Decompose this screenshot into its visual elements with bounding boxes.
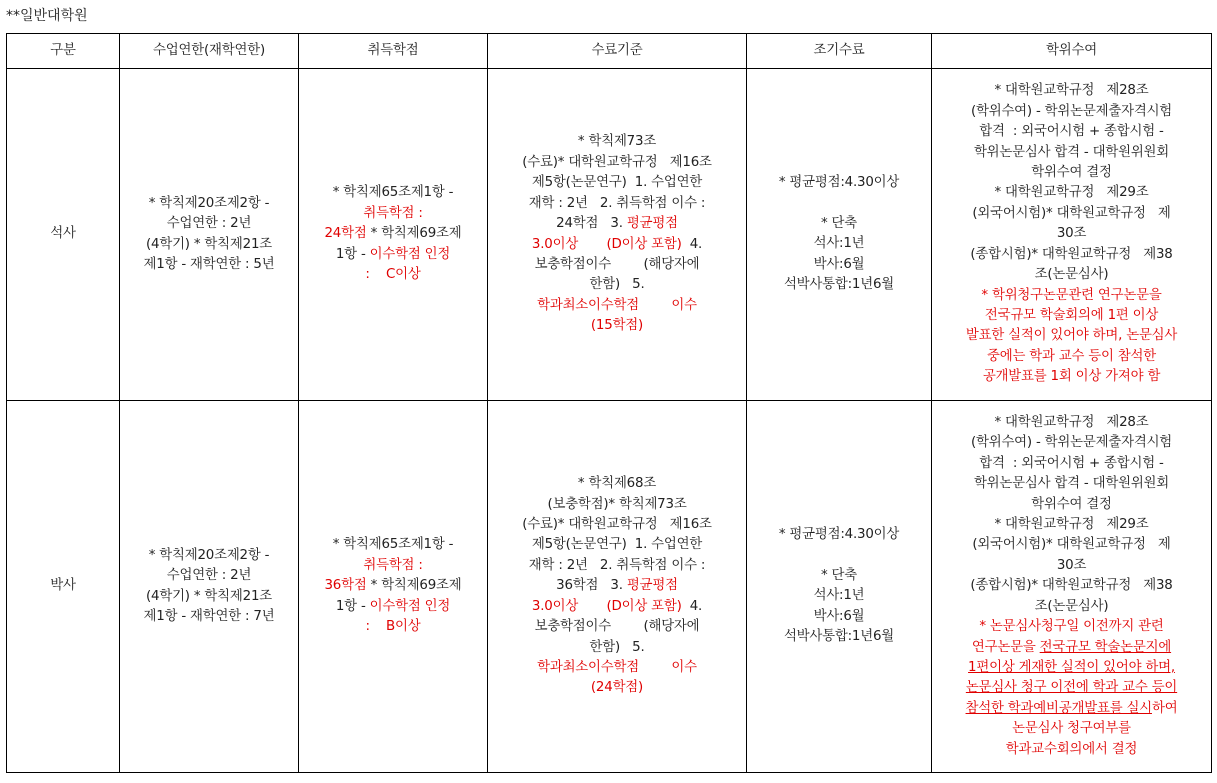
cell-degree-conferral: * 대학원교학규정 제28조 (학위수여) - 학위논문제출자격시험 합격 : 외국어시험 + 종합시험 - 학위논문심사 합격 - 대학원위원회 학위수여 결정 * 대학원교학규정 제29조 (외국어시험)* 대학원교학규정 제 30조 (종합시험)* 대학원교학규정 제38 조(논문심사) * 학위청구논문관련 연구논문을 전국규모 학술회의에 1편 이상 발표한 실적이 있어야 하며, 논문심사 중에는 학과 교수 등이 참석한 공개발표를 1회 이상 가져야 함: [932, 69, 1212, 401]
cell-category: 박사: [7, 401, 120, 773]
header-term: 수업연한(재학연한): [120, 34, 299, 69]
table-header-row: [7, 34, 1212, 69]
cell-completion: * 학칙제73조 (수료)* 대학원교학규정 제16조 제5항(논문연구) 1. 수업연한 재학 : 2년 2. 취득학점 이수 : 24학점 3. 평균평점 3.0이상 (D이상 포함) 4. 보충학점이수 (해당자에 한함) 5. 학과최소이수학점 이수 (15학점): [488, 69, 747, 401]
table-row-master: [7, 69, 1212, 401]
cell-credits: * 학칙제65조제1항 - 취득학점 : 36학점 * 학칙제69조제 1항 - 이수학점 인정 : B이상: [299, 401, 488, 773]
cell-term: * 학칙제20조제2항 - 수업연한 : 2년 (4학기) * 학칙제21조 제1항 - 재학연한 : 5년: [120, 69, 299, 401]
table-row-doctor: [7, 401, 1212, 773]
cell-completion: * 학칙제68조 (보충학점)* 학칙제73조 (수료)* 대학원교학규정 제16조 제5항(논문연구) 1. 수업연한 재학 : 2년 2. 취득학점 이수 : 36학점 3. 평균평점 3.0이상 (D이상 포함) 4. 보충학점이수 (해당자에 한함) 5. 학과최소이수학점 이수 (24학점): [488, 401, 747, 773]
header-category: 구분: [7, 34, 120, 69]
cell-credits: * 학칙제65조제1항 - 취득학점 : 24학점 * 학칙제69조제 1항 - 이수학점 인정 : C이상: [299, 69, 488, 401]
cell-term: * 학칙제20조제2항 - 수업연한 : 2년 (4학기) * 학칙제21조 제1항 - 재학연한 : 7년: [120, 401, 299, 773]
graduate-requirements-table: [6, 33, 1212, 773]
header-early-completion: 조기수료: [747, 34, 932, 69]
cell-category: 석사: [7, 69, 120, 401]
header-degree-conferral: 학위수여: [932, 34, 1212, 69]
cell-early-completion: * 평균평점:4.30이상 * 단축 석사:1년 박사:6월 석박사통합:1년6월: [747, 69, 932, 401]
header-completion: 수료기준: [488, 34, 747, 69]
cell-degree-conferral: * 대학원교학규정 제28조 (학위수여) - 학위논문제출자격시험 합격 : 외국어시험 + 종합시험 - 학위논문심사 합격 - 대학원위원회 학위수여 결정 * 대학원교학규정 제29조 (외국어시험)* 대학원교학규정 제 30조 (종합시험)* 대학원교학규정 제38 조(논문심사) * 논문심사청구일 이전까지 관련 연구논문을 전국규모 학술논문지에 1편이상 게재한 실적이 있어야 하며, 논문심사 청구 이전에 학과 교수 등이 참석한 학과예비공개발표를 실시하여 논문심사 청구여부를 학과교수회의에서 결정: [932, 401, 1212, 773]
section-caption: **일반대학원: [6, 8, 88, 24]
cell-early-completion: * 평균평점:4.30이상 * 단축 석사:1년 박사:6월 석박사통합:1년6월: [747, 401, 932, 773]
header-credits: 취득학점: [299, 34, 488, 69]
